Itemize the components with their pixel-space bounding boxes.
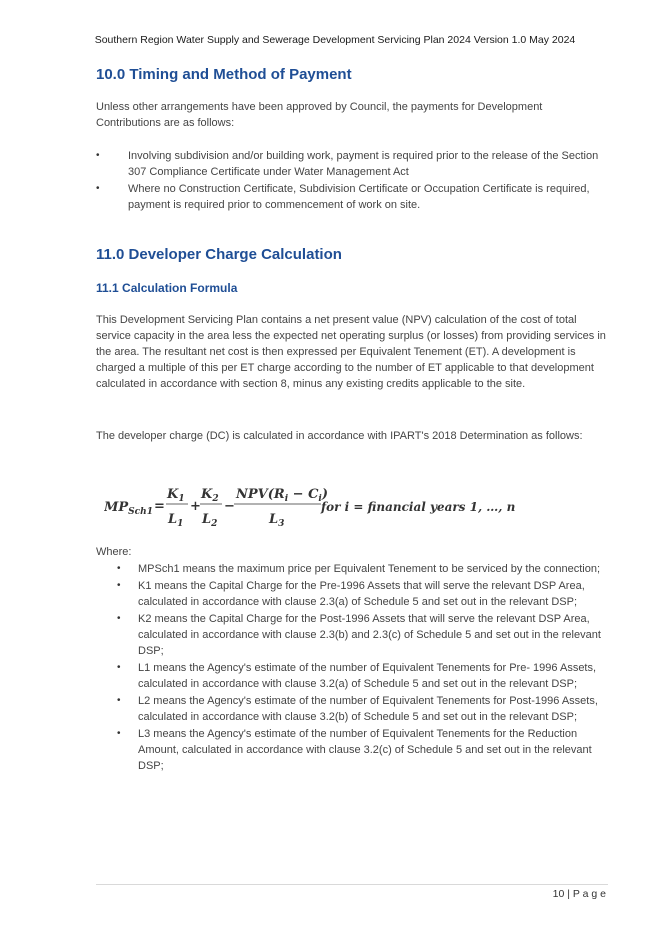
list-item: • MPSch1 means the maximum price per Equivalent Tenement to be serviced by the connection; — [96, 561, 606, 577]
list-item: • Involving subdivision and/or building work, payment is required prior to the release of the Section 307 Compliance Certificate under Water Management Act — [96, 148, 606, 180]
page-number: 10 | P a g e — [552, 888, 606, 900]
svg-text:K1: $K_1$ — [167, 487, 185, 504]
list-item: • L1 means the Agency's estimate of the number of Equivalent Tenements for Pre- 1996 Assets, calculated in accordance with clause 3.2(a) of Schedule 5 and set out in the relevant DSP; — [96, 660, 606, 692]
page-header: Southern Region Water Supply and Sewerage Development Servicing Plan 2024 Version 1.0 May 2024 — [94, 34, 576, 46]
npv-description: This Development Servicing Plan contains a net present value (NPV) calculation of the cost of total service capacity in the area less the expected net operating surplus (or losses) from providing services in the area. The resultant net cost is then expressed per Equivalent Tenement (ET). A development is charged a multiple of this per ET charge according to the number of ET applicable to that development calculated in accordance with section 8, minus any existing credits applicable to the site. — [96, 314, 606, 390]
list-item: • L2 means the Agency's estimate of the number of Equivalent Tenements for Post-1996 Assets, calculated in accordance with clause 3.2(b) of Schedule 5 and set out in the relevant DSP; — [96, 693, 606, 725]
developer-charge-intro: The developer charge (DC) is calculated in accordance with IPART's 2018 Determination as follows: — [96, 430, 583, 442]
svg-text:MPSch1: $MP_{Sch1}$ — [104, 500, 153, 517]
section-10-heading: 10.0 Timing and Method of Payment — [96, 66, 352, 83]
svg-text:=: = — [154, 499, 165, 514]
svg-text:L1: $L_1$ — [168, 512, 184, 529]
svg-text:NPV(Ri − Ci): $NPV(R_i - C_i)$ — [236, 487, 328, 504]
svg-text:K2: $K_2$ — [201, 487, 219, 504]
list-item: • K2 means the Capital Charge for the Post-1996 Assets that will serve the relevant DSP Area, calculated in accordance with clause 2.3(b) and 2.3(c) of Schedule 5 and set out in the relevant DSP; — [96, 611, 606, 659]
svg-text:+: + — [190, 499, 201, 514]
svg-text:L3: $L_3$ — [269, 512, 285, 529]
section-10-intro: Unless other arrangements have been approved by Council, the payments for Development Contributions are as follows: — [96, 101, 543, 129]
svg-text:−: − — [224, 499, 235, 514]
section-11-heading: 11.0 Developer Charge Calculation — [96, 246, 342, 263]
list-item: • Where no Construction Certificate, Subdivision Certificate or Occupation Certificate is required, payment is required prior to commencement of work on site. — [96, 181, 606, 213]
calculation-formula — [104, 481, 524, 531]
svg-text:L2: $L_2$ — [202, 512, 218, 529]
footer-divider — [96, 884, 608, 885]
where-label: Where: — [96, 546, 132, 558]
definitions-list — [96, 561, 606, 774]
svg-text:for i = financial years 1, …,: for i = financial years 1, …, n — [321, 500, 516, 514]
payment-conditions-list — [96, 148, 606, 213]
section-11-1-heading: 11.1 Calculation Formula — [96, 281, 238, 295]
list-item: • L3 means the Agency's estimate of the number of Equivalent Tenements for the Reduction Amount, calculated in accordance with clause 3.2(c) of Schedule 5 and set out in the relevant DSP; — [96, 726, 606, 774]
list-item: • K1 means the Capital Charge for the Pre-1996 Assets that will serve the relevant DSP Area, calculated in accordance with clause 2.3(a) of Schedule 5 and set out in the relevant DSP; — [96, 578, 606, 610]
